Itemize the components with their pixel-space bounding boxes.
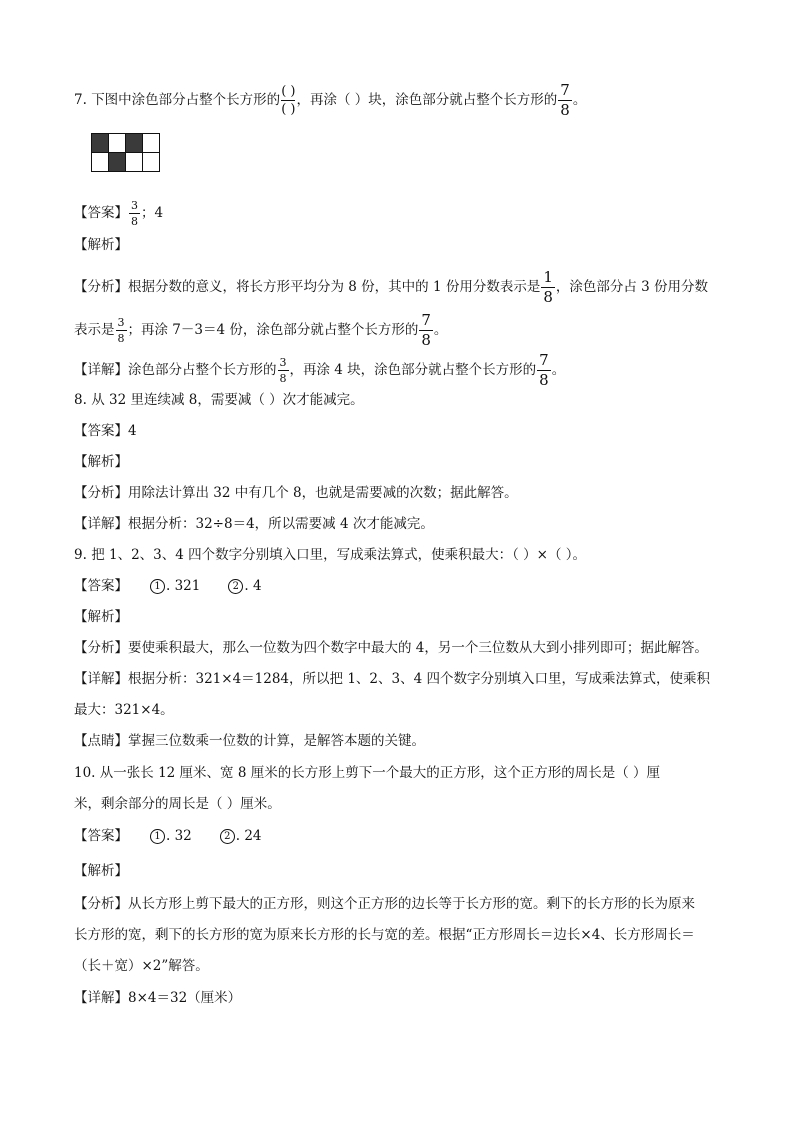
q7-detail-text-a: 涂色部分占整个长方形的: [128, 362, 277, 378]
grid-row: [92, 153, 160, 172]
q9-detail-line2: [74, 700, 174, 720]
q10-analysis-text-1: 从长方形上剪下最大的正方形，则这个正方形的边长等于长方形的宽。剩下的长方形的长为原来: [128, 896, 695, 912]
q7-jiexi: [74, 235, 128, 255]
detail-tag: 【详解】: [74, 516, 128, 532]
denominator: 8: [279, 372, 287, 385]
q9-detail-text-1: 根据分析：321×4＝1284，所以把 1、2、3、4 四个数字分别填入口里，写成乘法算式，使乘积: [128, 671, 710, 687]
q7-detail-fraction-2: [537, 353, 551, 388]
q8-answer-value: 4: [128, 423, 137, 439]
q10-number: 10.: [74, 765, 96, 781]
q7-analysis-line2: [74, 313, 447, 348]
q10-answer-2: . 24: [235, 828, 262, 844]
denominator: 8: [421, 331, 431, 349]
q7-blank-denominator: ( ): [281, 102, 296, 117]
q7-analysis-text-e: 。: [433, 322, 448, 338]
q8-analysis: [74, 483, 518, 503]
q9-answer: [74, 576, 262, 596]
q10-question-line2: [74, 794, 281, 814]
q10-analysis-line1: [74, 894, 695, 914]
q10-detail: [74, 988, 241, 1008]
q7-text-a: 下图中涂色部分占整个长方形的: [91, 92, 281, 108]
q7-detail-text-c: 。: [551, 362, 566, 378]
q7-analysis-line1: [74, 270, 708, 305]
numerator: 3: [279, 356, 287, 369]
q8-detail-text: 根据分析：32÷8＝4，所以需要减 4 次才能减完。: [128, 516, 434, 532]
circled-number-2: 2: [220, 829, 235, 844]
q9-answer-2: . 4: [244, 578, 262, 594]
q10-analysis-text-2: 长方形的宽，剩下的长方形的宽为原来长方形的长与宽的差。根据“正方形周长＝边长×4、长方形周长＝: [74, 927, 695, 943]
q7-detail: [74, 353, 565, 388]
q10-answer: [74, 826, 262, 846]
grid-cell-blank: [143, 153, 160, 172]
q7-blank-fraction: [281, 85, 295, 116]
analysis-tag: 【分析】: [74, 279, 128, 295]
q7-answer-fraction: [129, 200, 140, 227]
q9-answer-1: . 321: [166, 578, 201, 594]
q7-target-numerator: 7: [560, 81, 570, 99]
q7-analysis-fraction-1: [541, 270, 555, 305]
q9-analysis-text: 要使乘积最大，那么一位数为四个数字中最大的 4，另一个三位数从大到小排列即可；据此解答。: [128, 640, 708, 656]
q9-detail-line1: [74, 669, 710, 689]
q7-target-denominator: 8: [560, 101, 570, 119]
q7-analysis-text-a: 根据分数的意义，将长方形平均分为 8 份，其中的 1 份用分数表示是: [128, 279, 541, 295]
q8-question: [74, 390, 364, 410]
q7-analysis-text-d: ；再涂 7－3＝4 份，涂色部分就占整个长方形的: [127, 322, 419, 338]
q7-number: 7.: [74, 92, 87, 108]
q8-jiexi: [74, 452, 128, 472]
q10-answer-1: . 32: [166, 828, 192, 844]
analysis-tag: 【分析】: [74, 640, 128, 656]
q10-question-line1: [74, 763, 660, 783]
q7-answer-denominator: 8: [131, 215, 138, 228]
q8-number: 8.: [74, 392, 87, 408]
grid-row: [92, 134, 160, 153]
detail-tag: 【详解】: [74, 990, 128, 1006]
q7-analysis-text-c: 表示是: [74, 322, 115, 338]
analysis-tag: 【分析】: [74, 896, 128, 912]
point-tag: 【点睛】: [74, 733, 128, 749]
analysis-tag: 【分析】: [74, 485, 128, 501]
q10-text-1: 从一张长 12 厘米、宽 8 厘米的长方形上剪下一个最大的正方形，这个正方形的周长是（ ）厘: [99, 765, 661, 781]
q7-analysis-fraction-3: [419, 313, 433, 348]
q10-analysis-line3: [74, 956, 209, 976]
numerator: 3: [117, 316, 125, 329]
q10-analysis-line2: [74, 925, 695, 945]
q7-answer: [74, 200, 163, 227]
jiexi-tag: 【解析】: [74, 454, 128, 470]
grid-cell-blank: [109, 134, 126, 153]
numerator: 7: [421, 311, 431, 329]
q7-answer-numerator: 3: [131, 199, 138, 212]
answer-tag: 【答案】: [74, 423, 128, 439]
q10-jiexi: [74, 861, 128, 881]
q9-question: [74, 545, 586, 565]
answer-tag: 【答案】: [74, 828, 128, 844]
jiexi-tag: 【解析】: [74, 237, 128, 253]
grid-cell-shaded: [126, 134, 143, 153]
q7-text-c: 。: [572, 92, 587, 108]
q7-detail-fraction-1: [278, 357, 289, 384]
grid-cell-blank: [126, 153, 143, 172]
q10-detail-text: 8×4＝32（厘米）: [128, 990, 242, 1006]
q8-analysis-text: 用除法计算出 32 中有几个 8，也就是需要减的次数；据此解答。: [128, 485, 518, 501]
q9-number: 9.: [74, 547, 87, 563]
q9-point-text: 掌握三位数乘一位数的计算，是解答本题的关键。: [128, 733, 425, 749]
q7-target-fraction: [558, 83, 572, 118]
detail-tag: 【详解】: [74, 362, 128, 378]
denominator: 8: [117, 332, 125, 345]
denominator: 8: [539, 371, 549, 389]
grid-cell-shaded: [109, 153, 126, 172]
q7-text-b: ，再涂（ ）块，涂色部分就占整个长方形的: [296, 92, 558, 108]
q9-point: [74, 731, 425, 751]
q7-analysis-fraction-2: [116, 317, 127, 344]
circled-number-1: 1: [150, 829, 165, 844]
q9-detail-text-2: 最大：321×4。: [74, 702, 174, 718]
q9-analysis: [74, 638, 708, 658]
q8-answer: [74, 421, 137, 441]
circled-number-1: 1: [150, 579, 165, 594]
grid-cell-shaded: [92, 134, 109, 153]
denominator: 8: [543, 288, 553, 306]
q9-jiexi: [74, 607, 128, 627]
jiexi-tag: 【解析】: [74, 609, 128, 625]
q7-question: [74, 83, 586, 118]
q8-text: 从 32 里连续减 8，需要减（ ）次才能减完。: [91, 392, 364, 408]
q9-text: 把 1、2、3、4 四个数字分别填入口里，写成乘法算式，使乘积最大：（ ）×（ ）。: [91, 547, 587, 563]
grid-cell-blank: [92, 153, 109, 172]
shaded-rectangle-grid: [91, 133, 160, 172]
q7-answer-rest: ；4: [141, 205, 164, 221]
numerator: 1: [543, 268, 553, 286]
q7-blank-numerator: ( ): [281, 84, 296, 99]
answer-tag: 【答案】: [74, 205, 128, 221]
q7-analysis-text-b: ，涂色部分占 3 份用分数: [555, 279, 709, 295]
jiexi-tag: 【解析】: [74, 863, 128, 879]
q10-text-2: 米，剩余部分的周长是（ ）厘米。: [74, 796, 281, 812]
detail-tag: 【详解】: [74, 671, 128, 687]
numerator: 7: [539, 351, 549, 369]
circled-number-2: 2: [228, 579, 243, 594]
q8-detail: [74, 514, 434, 534]
grid-cell-blank: [143, 134, 160, 153]
q10-analysis-text-3: （长＋宽）×2”解答。: [74, 958, 209, 974]
answer-tag: 【答案】: [74, 578, 128, 594]
q7-detail-text-b: ，再涂 4 块，涂色部分就占整个长方形的: [289, 362, 537, 378]
